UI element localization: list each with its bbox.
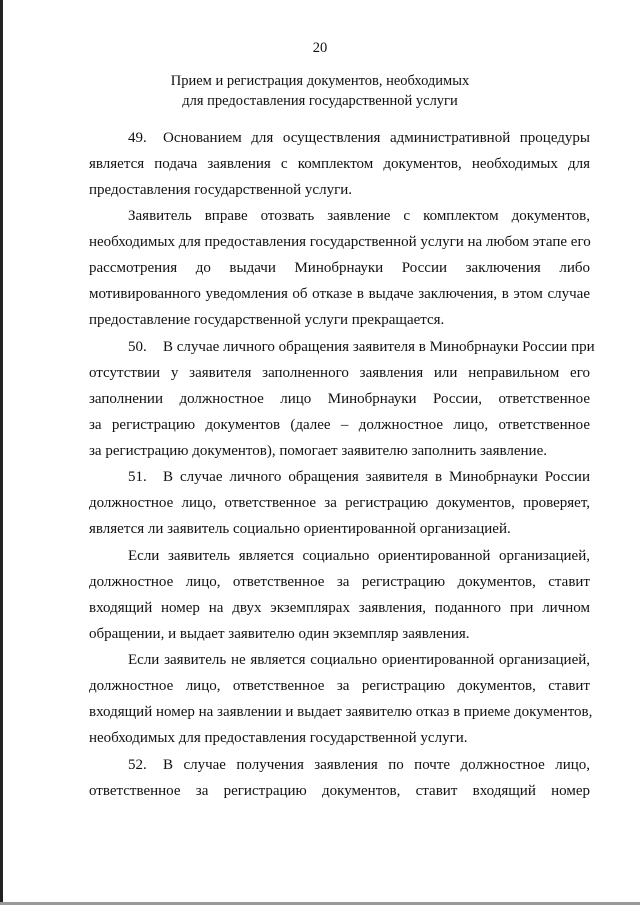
- paragraph-number: 49.: [128, 130, 147, 146]
- paragraph-line: необходимых для предоставления государственной услуги на любом этапе его: [89, 234, 591, 250]
- paragraph-number: 51.: [128, 469, 147, 485]
- paragraph-line: обращении, и выдает заявителю один экземпляр заявления.: [89, 626, 470, 642]
- paragraph-line: должностное лицо, ответственное за регистрацию документов, ставит: [89, 678, 590, 694]
- paragraph-line: за регистрацию документов (далее – должностное лицо, ответственное: [89, 417, 590, 433]
- paragraph-line: входящий номер на двух экземплярах заявления, поданного при личном: [89, 600, 590, 616]
- paragraph-text: В случае личного обращения заявителя в Минобрнауки России при: [163, 339, 595, 355]
- paragraph-line: предоставления государственной услуги.: [89, 182, 353, 198]
- paragraph-line: Если заявитель является социально ориентированной организацией,: [128, 548, 590, 564]
- paragraph-line: [128, 467, 590, 487]
- paragraph-line: необходимых для предоставления государственной услуги.: [89, 730, 468, 746]
- paragraph-line: Заявитель вправе отозвать заявление с комплектом документов,: [128, 208, 590, 224]
- paragraph-text: Основанием для осуществления административной процедуры: [163, 130, 590, 146]
- page-number: 20: [312, 40, 328, 56]
- paragraph-line: мотивированного уведомления об отказе в выдаче заключения, в этом случае: [89, 286, 590, 302]
- paragraph-line: заполнении должностное лицо Минобрнауки России, ответственное: [89, 391, 590, 407]
- paragraph-number: 52.: [128, 757, 147, 773]
- section-heading-line-1: Прием и регистрация документов, необходимых: [170, 73, 470, 89]
- paragraph-line: за регистрацию документов), помогает заявителю заполнить заявление.: [89, 443, 547, 459]
- paragraph-line: рассмотрения до выдачи Минобрнауки России заключения либо: [89, 260, 590, 276]
- paragraph-line: входящий номер на заявлении и выдает заявителю отказ в приеме документов,: [89, 704, 593, 720]
- scan-edge-left: [0, 0, 3, 905]
- paragraph-line: отсутствии у заявителя заполненного заявления или неправильном его: [89, 365, 590, 381]
- paragraph-line: ответственное за регистрацию документов, ставит входящий номер: [89, 783, 590, 799]
- paragraph-line: является подача заявления с комплектом документов, необходимых для: [89, 156, 590, 172]
- paragraph-line: Если заявитель не является социально ориентированной организацией,: [128, 652, 590, 668]
- paragraph-text: В случае личного обращения заявителя в Минобрнауки России: [163, 469, 590, 485]
- paragraph-line: является ли заявитель социально ориентированной организацией.: [89, 521, 511, 537]
- paragraph-line: должностное лицо, ответственное за регистрацию документов, ставит: [89, 574, 590, 590]
- paragraph-number: 50.: [128, 339, 147, 355]
- paragraph-line: [128, 128, 590, 148]
- section-heading-line-2: для предоставления государственной услуги: [182, 93, 458, 109]
- paragraph-line: предоставление государственной услуги прекращается.: [89, 312, 445, 328]
- paragraph-line: должностное лицо, ответственное за регистрацию документов, проверяет,: [89, 495, 590, 511]
- paragraph-text: В случае получения заявления по почте должностное лицо,: [163, 757, 590, 773]
- paragraph-line: [128, 337, 595, 357]
- paragraph-line: [128, 755, 590, 775]
